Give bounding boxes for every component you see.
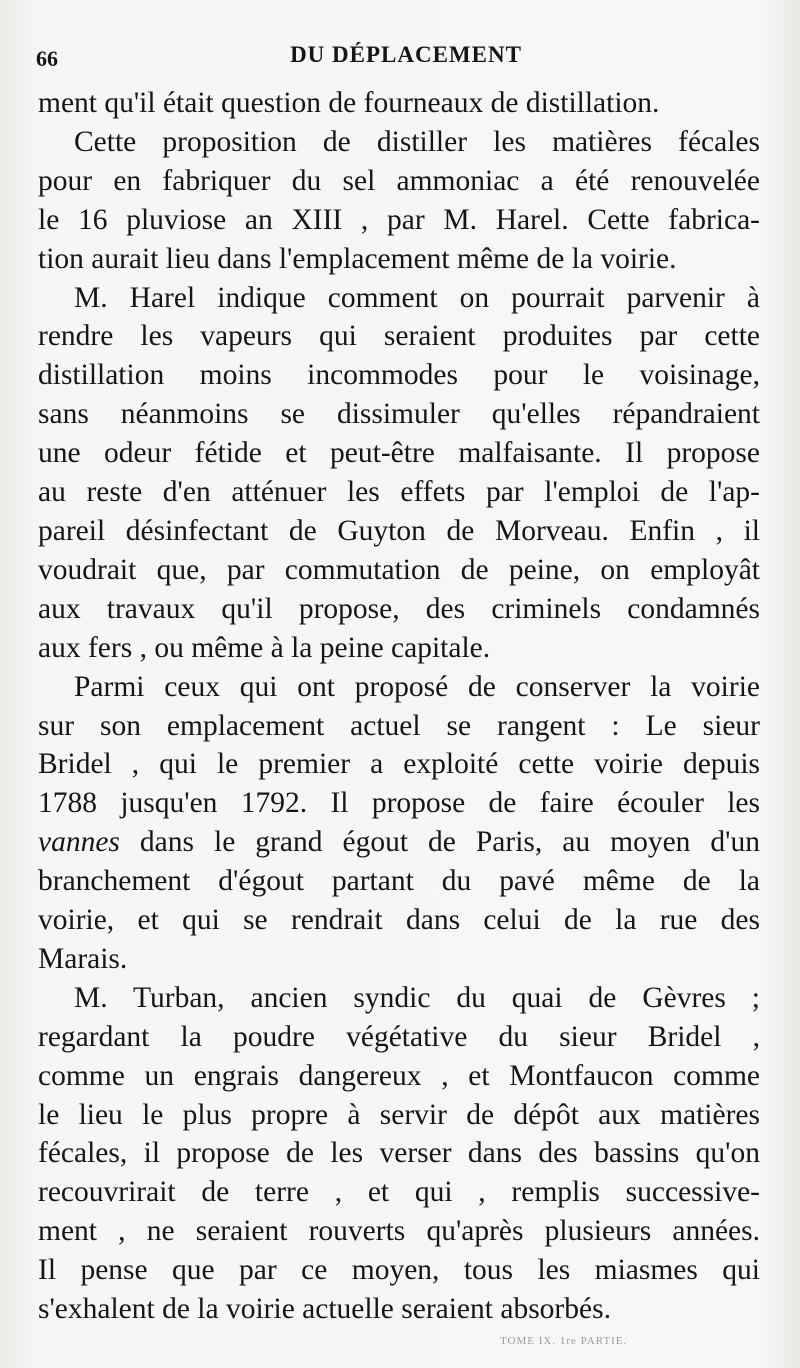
paragraph: [38, 84, 760, 123]
text-line: regardant la poudre végétative du sieur Bridel ,: [38, 1020, 760, 1053]
text-line: sans néanmoins se dissimuler qu'elles répandraient: [38, 398, 760, 431]
text-line: ment , ne seraient rouverts qu'après plusieurs années.: [38, 1215, 760, 1248]
text-line: Parmi ceux qui ont proposé de conserver la voirie: [74, 670, 760, 703]
text-line: 1788 jusqu'en 1792. Il propose de faire écouler les: [38, 787, 760, 820]
text-line: Bridel , qui le premier a exploité cette voirie depuis: [38, 748, 760, 781]
text-line: M. Turban, ancien syndic du quai de Gèvres ;: [74, 981, 760, 1014]
text-line: Cette proposition de distiller les matières fécales: [74, 125, 760, 158]
text-line: voudrait que, par commutation de peine, on employât: [38, 553, 760, 586]
text-line: pour en fabriquer du sel ammoniac a été renouvelée: [38, 164, 760, 197]
text-line: Marais.: [38, 942, 128, 975]
text-line: vannes dans le grand égout de Paris, au moyen d'un: [38, 826, 760, 859]
text-line: pareil désinfectant de Guyton de Morveau. Enfin , il: [38, 514, 760, 547]
paragraph: [38, 279, 760, 668]
text-line: tion aurait lieu dans l'emplacement même de la voirie.: [38, 242, 677, 275]
text-line: comme un engrais dangereux , et Montfaucon comme: [38, 1059, 760, 1092]
text-line: branchement d'égout partant du pavé même de la: [38, 865, 760, 898]
text-line: distillation moins incommodes pour le voisinage,: [38, 359, 760, 392]
text-line: le 16 pluviose an XIII , par M. Harel. Cette fabrica-: [38, 203, 760, 236]
text-line: Il pense que par ce moyen, tous les miasmes qui: [38, 1254, 760, 1287]
text-line: rendre les vapeurs qui seraient produites par cette: [38, 320, 760, 353]
text-line: fécales, il propose de les verser dans des bassins qu'on: [38, 1137, 760, 1170]
paragraph: [38, 123, 760, 279]
text-line: recouvrirait de terre , et qui , remplis successive-: [38, 1176, 760, 1209]
running-title: DU DÉPLACEMENT: [290, 42, 522, 67]
paragraph: [38, 979, 760, 1329]
text-line: voirie, et qui se rendrait dans celui de la rue des: [38, 904, 760, 937]
text-line: s'exhalent de la voirie actuelle seraient absorbés.: [38, 1293, 611, 1326]
text-line: le lieu le plus propre à servir de dépôt aux matières: [38, 1098, 760, 1131]
text-line: une odeur fétide et peut-être malfaisante. Il propose: [38, 437, 760, 470]
footer-signature: TOME IX. 1re PARTIE.: [500, 1335, 628, 1347]
text-line: au reste d'en atténuer les effets par l'emploi de l'ap-: [38, 476, 760, 509]
page-header: [36, 42, 776, 74]
text-line: ment qu'il était question de fourneaux de distillation.: [38, 87, 660, 119]
page-number: 66: [36, 46, 58, 71]
body-text: [38, 84, 760, 1329]
paragraph: [38, 668, 760, 979]
text-line: sur son emplacement actuel se rangent : Le sieur: [38, 709, 760, 742]
text-line: aux travaux qu'il propose, des criminels condamnés: [38, 592, 760, 625]
text-line: aux fers , ou même à la peine capitale.: [38, 631, 491, 664]
text-line: M. Harel indique comment on pourrait parvenir à: [74, 281, 760, 314]
